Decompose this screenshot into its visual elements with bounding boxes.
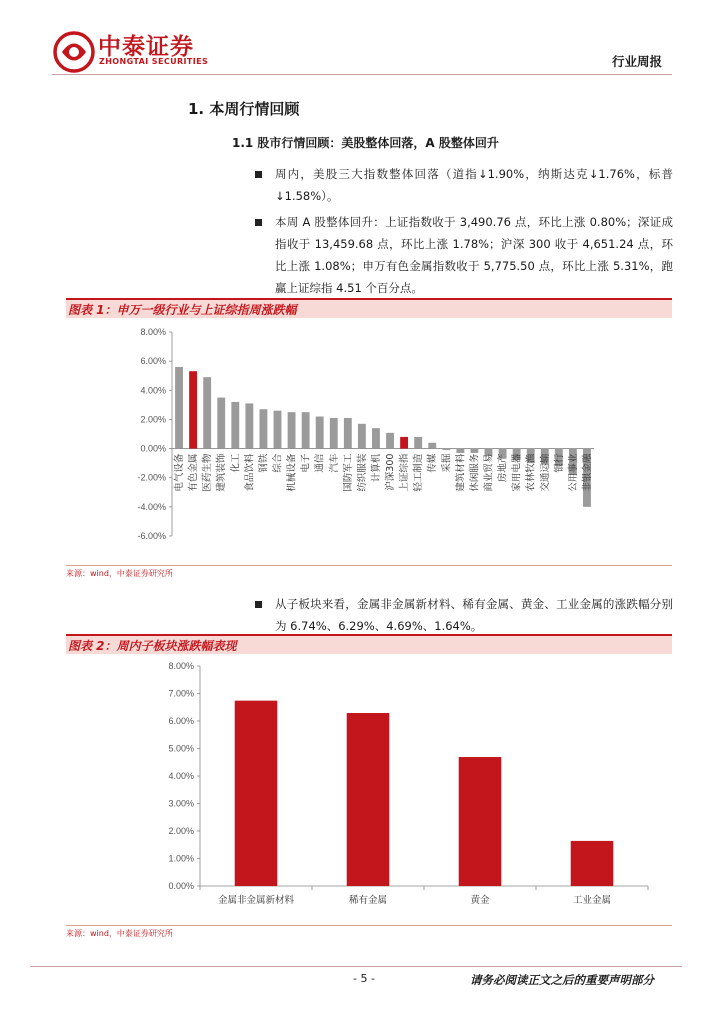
bar [347,713,390,886]
figure-1-source-divider [66,565,672,566]
y-tick-label: 0.00% [140,443,166,454]
x-category-label: 纺织服装 [356,453,368,492]
y-tick-label: 4.00% [140,385,166,396]
x-category-label: 金属非金属新材料 [217,895,295,906]
bar [442,449,450,450]
header-divider [52,74,672,75]
bar [302,412,310,448]
x-category-label: 电子 [300,453,312,473]
figure-2-bar-chart [140,658,660,918]
y-tick-label: 1.00% [168,853,194,864]
y-tick-label: -6.00% [137,531,166,541]
bar [344,418,352,449]
bar [330,418,338,449]
y-tick-label: 4.00% [168,771,194,781]
x-category-label: 电气设备 [174,453,186,492]
footer-disclaimer: 请务必阅读正文之后的重要声明部分 [470,973,654,987]
x-category-label: 国防军工 [342,453,354,492]
x-category-label: 传媒 [427,453,439,473]
x-category-label: 化工 [230,453,242,473]
x-category-label: 有色金属 [188,453,200,492]
figure-1-bar-chart [110,322,630,558]
y-tick-label: 8.00% [168,661,194,671]
footer-divider [30,966,682,967]
bullet-paragraph [255,593,673,637]
x-category-label: 汽车 [328,453,340,473]
logo-name-cn: 中泰证券 [98,34,194,60]
figure-2-source-divider [66,925,672,926]
bar [259,409,267,448]
bar [571,841,614,886]
figure-1-header [66,298,672,318]
bar [414,437,422,449]
x-category-label: 银行 [553,453,565,473]
bar [459,757,502,886]
bar [400,437,408,449]
bullet-text: 本周 A 股整体回升：上证指数收于 3,490.76 点，环比上涨 0.80%；深证成指收于 13,459.68 点，环比上涨 1.78%；沪深 300 收于 4,651.24 点，环比上涨 1.08%；申万有色金属指数收于 5,775.50 点，环比上涨 5.31%，跑赢上证综指 4.51 个百分点。 [275,215,673,295]
bar [456,449,464,453]
bar [217,398,225,449]
x-category-label: 房地产 [497,453,509,483]
x-category-label: 食品饮料 [244,453,256,492]
bar [245,403,253,448]
x-category-label: 工业金属 [572,895,612,906]
y-tick-label: -4.00% [137,501,166,512]
x-category-label: 通信 [314,453,326,473]
x-category-label: 钢铁 [258,453,270,473]
bar [274,411,282,449]
x-category-label: 商业贸易 [483,453,495,492]
bar [235,701,278,886]
figure-2-source: 来源：wind，中泰证券研究所 [66,929,173,938]
report-type-label: 行业周报 [612,54,663,69]
figure-2-title: 图表 2：周内子板块涨跌幅表现 [68,639,237,653]
x-category-label: 非银金融 [581,453,593,492]
x-category-label: 休闲服务 [469,453,481,492]
bullet-text: 周内，美股三大指数整体回落（道指↓1.90%，纳斯达克↓1.76%，标普↓1.58%）。 [275,167,673,203]
bar [372,428,380,448]
bar [203,377,211,448]
x-category-label: 计算机 [370,453,382,483]
x-category-label: 黄金 [470,895,490,906]
x-category-label: 轻工制造 [413,453,425,492]
bullet-paragraph [255,163,673,207]
x-category-label: 家用电器 [511,453,523,492]
x-category-label: 建筑材料 [455,453,467,492]
logo-name-en: ZHONGTAI SECURITIES [99,57,209,66]
bullet-square-icon [255,601,262,608]
y-tick-label: 6.00% [140,356,166,367]
bar [316,417,324,449]
bullet-square-icon [255,219,262,226]
x-category-label: 采掘 [441,453,453,473]
y-tick-label: 5.00% [168,743,194,754]
bar [288,412,296,448]
bullet-paragraph [255,211,673,299]
bar [470,449,478,453]
bar [175,367,183,449]
page-number: - 5 - [353,972,375,985]
x-category-label: 公用事业 [567,453,579,492]
bullet-text: 从子板块来看，金属非金属新材料、稀有金属、黄金、工业金属的涨跌幅分别为 6.74%、6.29%、4.69%、1.64%。 [275,597,673,633]
x-category-label: 医药生物 [202,453,214,492]
bullet-square-icon [255,171,262,178]
x-category-label: 机械设备 [286,453,298,492]
y-tick-label: -2.00% [137,472,166,483]
bar [386,433,394,449]
x-category-label: 上证综指 [399,453,411,492]
x-category-label: 沪深300 [385,453,397,491]
bar [428,443,436,449]
y-tick-label: 6.00% [168,716,194,726]
x-category-label: 农林牧渔 [525,453,537,492]
bar [358,424,366,449]
y-tick-label: 8.00% [140,327,166,337]
x-category-label: 交通运输 [539,453,551,492]
bar [189,371,197,448]
y-tick-label: 2.00% [140,414,166,425]
y-tick-label: 0.00% [168,881,194,891]
x-category-label: 稀有金属 [348,895,388,906]
bar [231,402,239,449]
figure-2-header [66,634,672,654]
figure-1-source: 来源：wind，中泰证券研究所 [66,569,173,578]
x-category-label: 综合 [272,453,284,473]
subsection-title: 1.1 股市行情回顾：美股整体回落，A 股整体回升 [232,136,499,150]
x-category-label: 建筑装饰 [216,453,228,492]
y-tick-label: 7.00% [168,688,194,699]
figure-1-title: 图表 1：申万一级行业与上证综指周涨跌幅 [68,303,297,317]
y-tick-label: 2.00% [168,826,194,836]
y-tick-label: 3.00% [168,798,194,809]
section-title: 1. 本周行情回顾 [188,100,300,118]
